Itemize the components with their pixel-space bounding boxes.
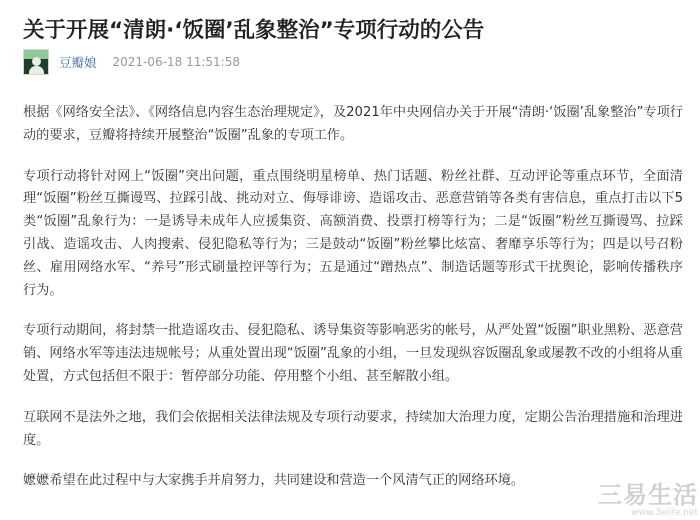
article-paragraph-3: 专项行动期间，将封禁一批造谣攻击、侵犯隐私、诱导集资等影响恶劣的帐号，从严处置“饭圈”职业黑粉、恶意营销、网络水军等违法违规帐号；从重处置出现“饭圈”乱象的小组，一旦发现纵容饭圈乱象或屡教不改的小组将从重处置，方式包括但不限于：暂停部分功能、停用整个小组、甚至解散小组。 [23, 323, 683, 384]
article-meta [23, 48, 240, 76]
site-watermark [598, 482, 698, 518]
user-avatar-icon[interactable] [23, 49, 49, 75]
article-body [23, 102, 683, 511]
publish-time: 2021-06-18 11:51:58 [112, 55, 240, 69]
watermark-url: www.3elife.net [631, 508, 698, 518]
avatar-body [29, 66, 44, 75]
author-link[interactable]: 豆瓣娘 [59, 55, 97, 70]
article-paragraph-4: 互联网不是法外之地，我们会依据相关法律法规及专项行动要求，持续加大治理力度，定期公告治理措施和治理进度。 [23, 409, 683, 448]
article-paragraph-1: 根据《网络安全法》、《网络信息内容生态治理规定》，及2021年中央网信办关于开展“清朗·‘饭圈’乱象整治”专项行动的要求，豆瓣将持续开展整治“饭圈”乱象的专项工作。 [23, 105, 683, 143]
article-paragraph-5: 嬷嬷希望在此过程中与大家携手并肩努力，共同建设和营造一个风清气正的网络环境。 [23, 473, 525, 489]
avatar-head [32, 57, 41, 66]
watermark-logo-text: 三易生活 [598, 481, 698, 509]
article-paragraph-2: 专项行动将针对网上“饭圈”突出问题，重点围绕明星榜单、热门话题、粉丝社群、互动评论等重点环节，全面清理“饭圈”粉丝互撕谩骂、拉踩引战、挑动对立、侮辱诽谤、造谣攻击、恶意营销等各类有害信息，重点打击以下5类“饭圈”乱象行为：一是诱导未成年人应援集资、高额消费、投票打榜等行为；二是“饭圈”粉丝互撕谩骂、拉踩引战、造谣攻击、人肉搜索、侵犯隐私等行为；三是鼓动“饭圈”粉丝攀比炫富、奢靡享乐等行为；四是以号召粉丝、雇用网络水军、“养号”形式刷量控评等行为；五是通过“蹭热点”、制造话题等形式干扰舆论，影响传播秩序行为。 [23, 168, 683, 298]
article-title: 关于开展“清朗·‘饭圈’乱象整治”专项行动的公告 [23, 18, 485, 44]
